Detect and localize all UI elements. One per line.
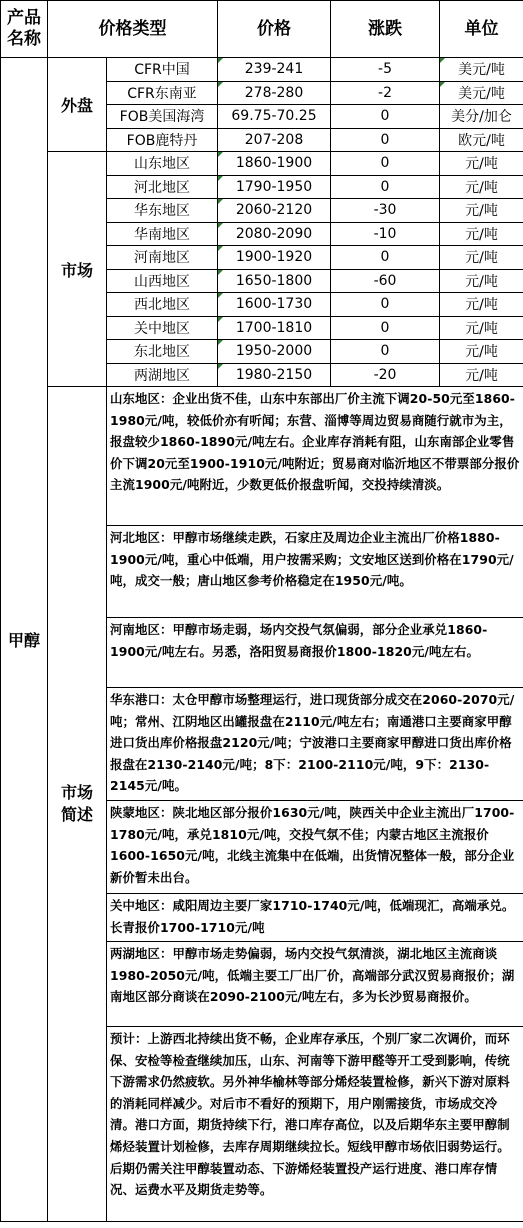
summary-paragraph: 河北地区：甲醇市场继续走跌，石家庄及周边企业主流出厂价格1880-1900元/吨，重心中低端，用户按需采购；文安地区送到价格在1790元/吨，成交一般；唐山地区参考价格稳定在1950元/吨。 [107, 526, 523, 618]
header-product: 产品名称 [1, 1, 48, 58]
market-row-unit: 元/吨 [440, 152, 523, 176]
market-row-price: 1980-2150 [218, 363, 331, 387]
market-row-name: 山东地区 [107, 152, 218, 176]
market-label: 市场 [48, 152, 107, 387]
market-row-price: 1700-1810 [218, 316, 331, 340]
market-row-change: 0 [331, 246, 440, 270]
market-row-change: -60 [331, 269, 440, 293]
market-row-unit: 元/吨 [440, 316, 523, 340]
header-change: 涨跌 [331, 1, 440, 58]
market-row-unit: 元/吨 [440, 222, 523, 246]
foreign-row-name: CFR中国 [107, 58, 218, 82]
summary-paragraph: 关中地区：咸阳周边主要厂家1710-1740元/吨，低端现汇，高端承兑。长青报价1700-1710元/吨 [107, 894, 523, 942]
foreign-row-name: FOB鹿特丹 [107, 128, 218, 152]
foreign-row-price: 69.75-70.25 [218, 105, 331, 129]
summary-paragraph: 河南地区：甲醇市场走弱，场内交投气氛偏弱，部分企业承兑1860-1900元/吨左右。另悉，洛阳贸易商报价1800-1820元/吨左右。 [107, 618, 523, 688]
product-name: 甲醇 [1, 58, 48, 1222]
market-row-unit: 元/吨 [440, 293, 523, 317]
market-row-unit: 元/吨 [440, 175, 523, 199]
summary-paragraph: 华东港口：太仓甲醇市场整理运行，进口现货部分成交在2060-2070元/吨；常州、江阴地区出罐报盘在2110元/吨左右；南通港口主要商家甲醇进口货出库价格报盘2120元/吨；宁波港口主要商家甲醇进口货出库价格报盘在2130-2140元/吨；8下：2100-2110元/吨，9下：2130-2145元/吨。 [107, 688, 523, 801]
header-price: 价格 [218, 1, 331, 58]
summary-paragraph: 陕蒙地区：陕北地区部分报价1630元/吨，陕西关中企业主流出厂1700-1780元/吨，承兑1810元/吨，交投气氛不佳；内蒙古地区主流报价1600-1650元/吨，北线主流集中在低端，出货情况整体一般，部分企业新价暂未出台。 [107, 801, 523, 894]
market-row-change: -30 [331, 199, 440, 223]
foreign-row-price: 278-280 [218, 81, 331, 105]
foreign-row-unit: 美元/吨 [440, 58, 523, 82]
market-row-name: 华东地区 [107, 199, 218, 223]
market-row-price: 1950-2000 [218, 340, 331, 364]
market-row-unit: 元/吨 [440, 199, 523, 223]
foreign-label: 外盘 [48, 58, 107, 152]
foreign-row-unit: 欧元/吨 [440, 128, 523, 152]
foreign-row-change: 0 [331, 128, 440, 152]
summary-paragraph: 预计：上游西北持续出货不畅，企业库存承压，个别厂家二次调价，而环保、安检等检查继续加压，山东、河南等下游甲醛等开工受到影响，传统下游需求仍然疲软。另外神华榆林等部分烯烃装置检修，新兴下游对原料的消耗同样减少。对后市不看好的预期下，用户刚需接货，市场成交冷清。港口方面，期货持续下行，港口库存高位，以及后期华东主要甲醇制烯烃装置计划检修，去库存周期继续拉长。短线甲醇市场依旧弱势运行。后期仍需关注甲醇装置动态、下游烯烃装置投产运行进度、港口库存情况、运费水平及期货走势等。 [107, 1027, 523, 1222]
market-row-price: 1790-1950 [218, 175, 331, 199]
foreign-row-change: 0 [331, 105, 440, 129]
summary-paragraph: 两湖地区：甲醇市场走势偏弱，场内交投气氛清淡，湖北地区主流商谈1980-2050元/吨，低端主要工厂出厂价，高端部分武汉贸易商报价；湖南地区部分商谈在2090-2100元/吨左右，多为长沙贸易商报价。 [107, 942, 523, 1027]
foreign-row-unit: 美元/吨 [440, 81, 523, 105]
market-row-change: 0 [331, 152, 440, 176]
market-row-change: 0 [331, 175, 440, 199]
header-price-type: 价格类型 [48, 1, 218, 58]
market-row-name: 华南地区 [107, 222, 218, 246]
market-row-change: 0 [331, 340, 440, 364]
foreign-row-change: -5 [331, 58, 440, 82]
foreign-row-name: FOB美国海湾 [107, 105, 218, 129]
market-row-unit: 元/吨 [440, 246, 523, 270]
market-row-name: 西北地区 [107, 293, 218, 317]
foreign-row-name: CFR东南亚 [107, 81, 218, 105]
market-row-price: 1650-1800 [218, 269, 331, 293]
market-row-name: 两湖地区 [107, 363, 218, 387]
market-row-price: 1900-1920 [218, 246, 331, 270]
market-row-change: -10 [331, 222, 440, 246]
market-row-name: 河南地区 [107, 246, 218, 270]
header-unit: 单位 [440, 1, 523, 58]
market-row-name: 河北地区 [107, 175, 218, 199]
market-row-change: 0 [331, 316, 440, 340]
market-row-change: 0 [331, 293, 440, 317]
market-row-name: 山西地区 [107, 269, 218, 293]
foreign-row-unit: 美分/加仑 [440, 105, 523, 129]
summary-paragraph: 山东地区：企业出货不佳，山东中东部出厂价主流下调20-50元至1860-1980元/吨，较低价亦有听闻；东营、淄博等周边贸易商随行就市为主，报盘较少1860-1890元/吨左右。企业库存消耗有阻，山东南部企业零售价下调20元至1900-1910元/吨附近；贸易商对临沂地区不带票部分报价主流1900元/吨附近，少数更低价报盘听闻，交投持续清淡。 [107, 387, 523, 526]
foreign-row-price: 239-241 [218, 58, 331, 82]
market-row-name: 东北地区 [107, 340, 218, 364]
market-row-unit: 元/吨 [440, 340, 523, 364]
foreign-row-price: 207-208 [218, 128, 331, 152]
market-row-price: 1600-1730 [218, 293, 331, 317]
market-row-unit: 元/吨 [440, 269, 523, 293]
market-row-price: 1860-1900 [218, 152, 331, 176]
market-row-change: -20 [331, 363, 440, 387]
market-row-unit: 元/吨 [440, 363, 523, 387]
summary-label: 市场简述 [48, 387, 107, 1222]
market-row-price: 2060-2120 [218, 199, 331, 223]
foreign-row-change: -2 [331, 81, 440, 105]
market-row-price: 2080-2090 [218, 222, 331, 246]
market-row-name: 关中地区 [107, 316, 218, 340]
